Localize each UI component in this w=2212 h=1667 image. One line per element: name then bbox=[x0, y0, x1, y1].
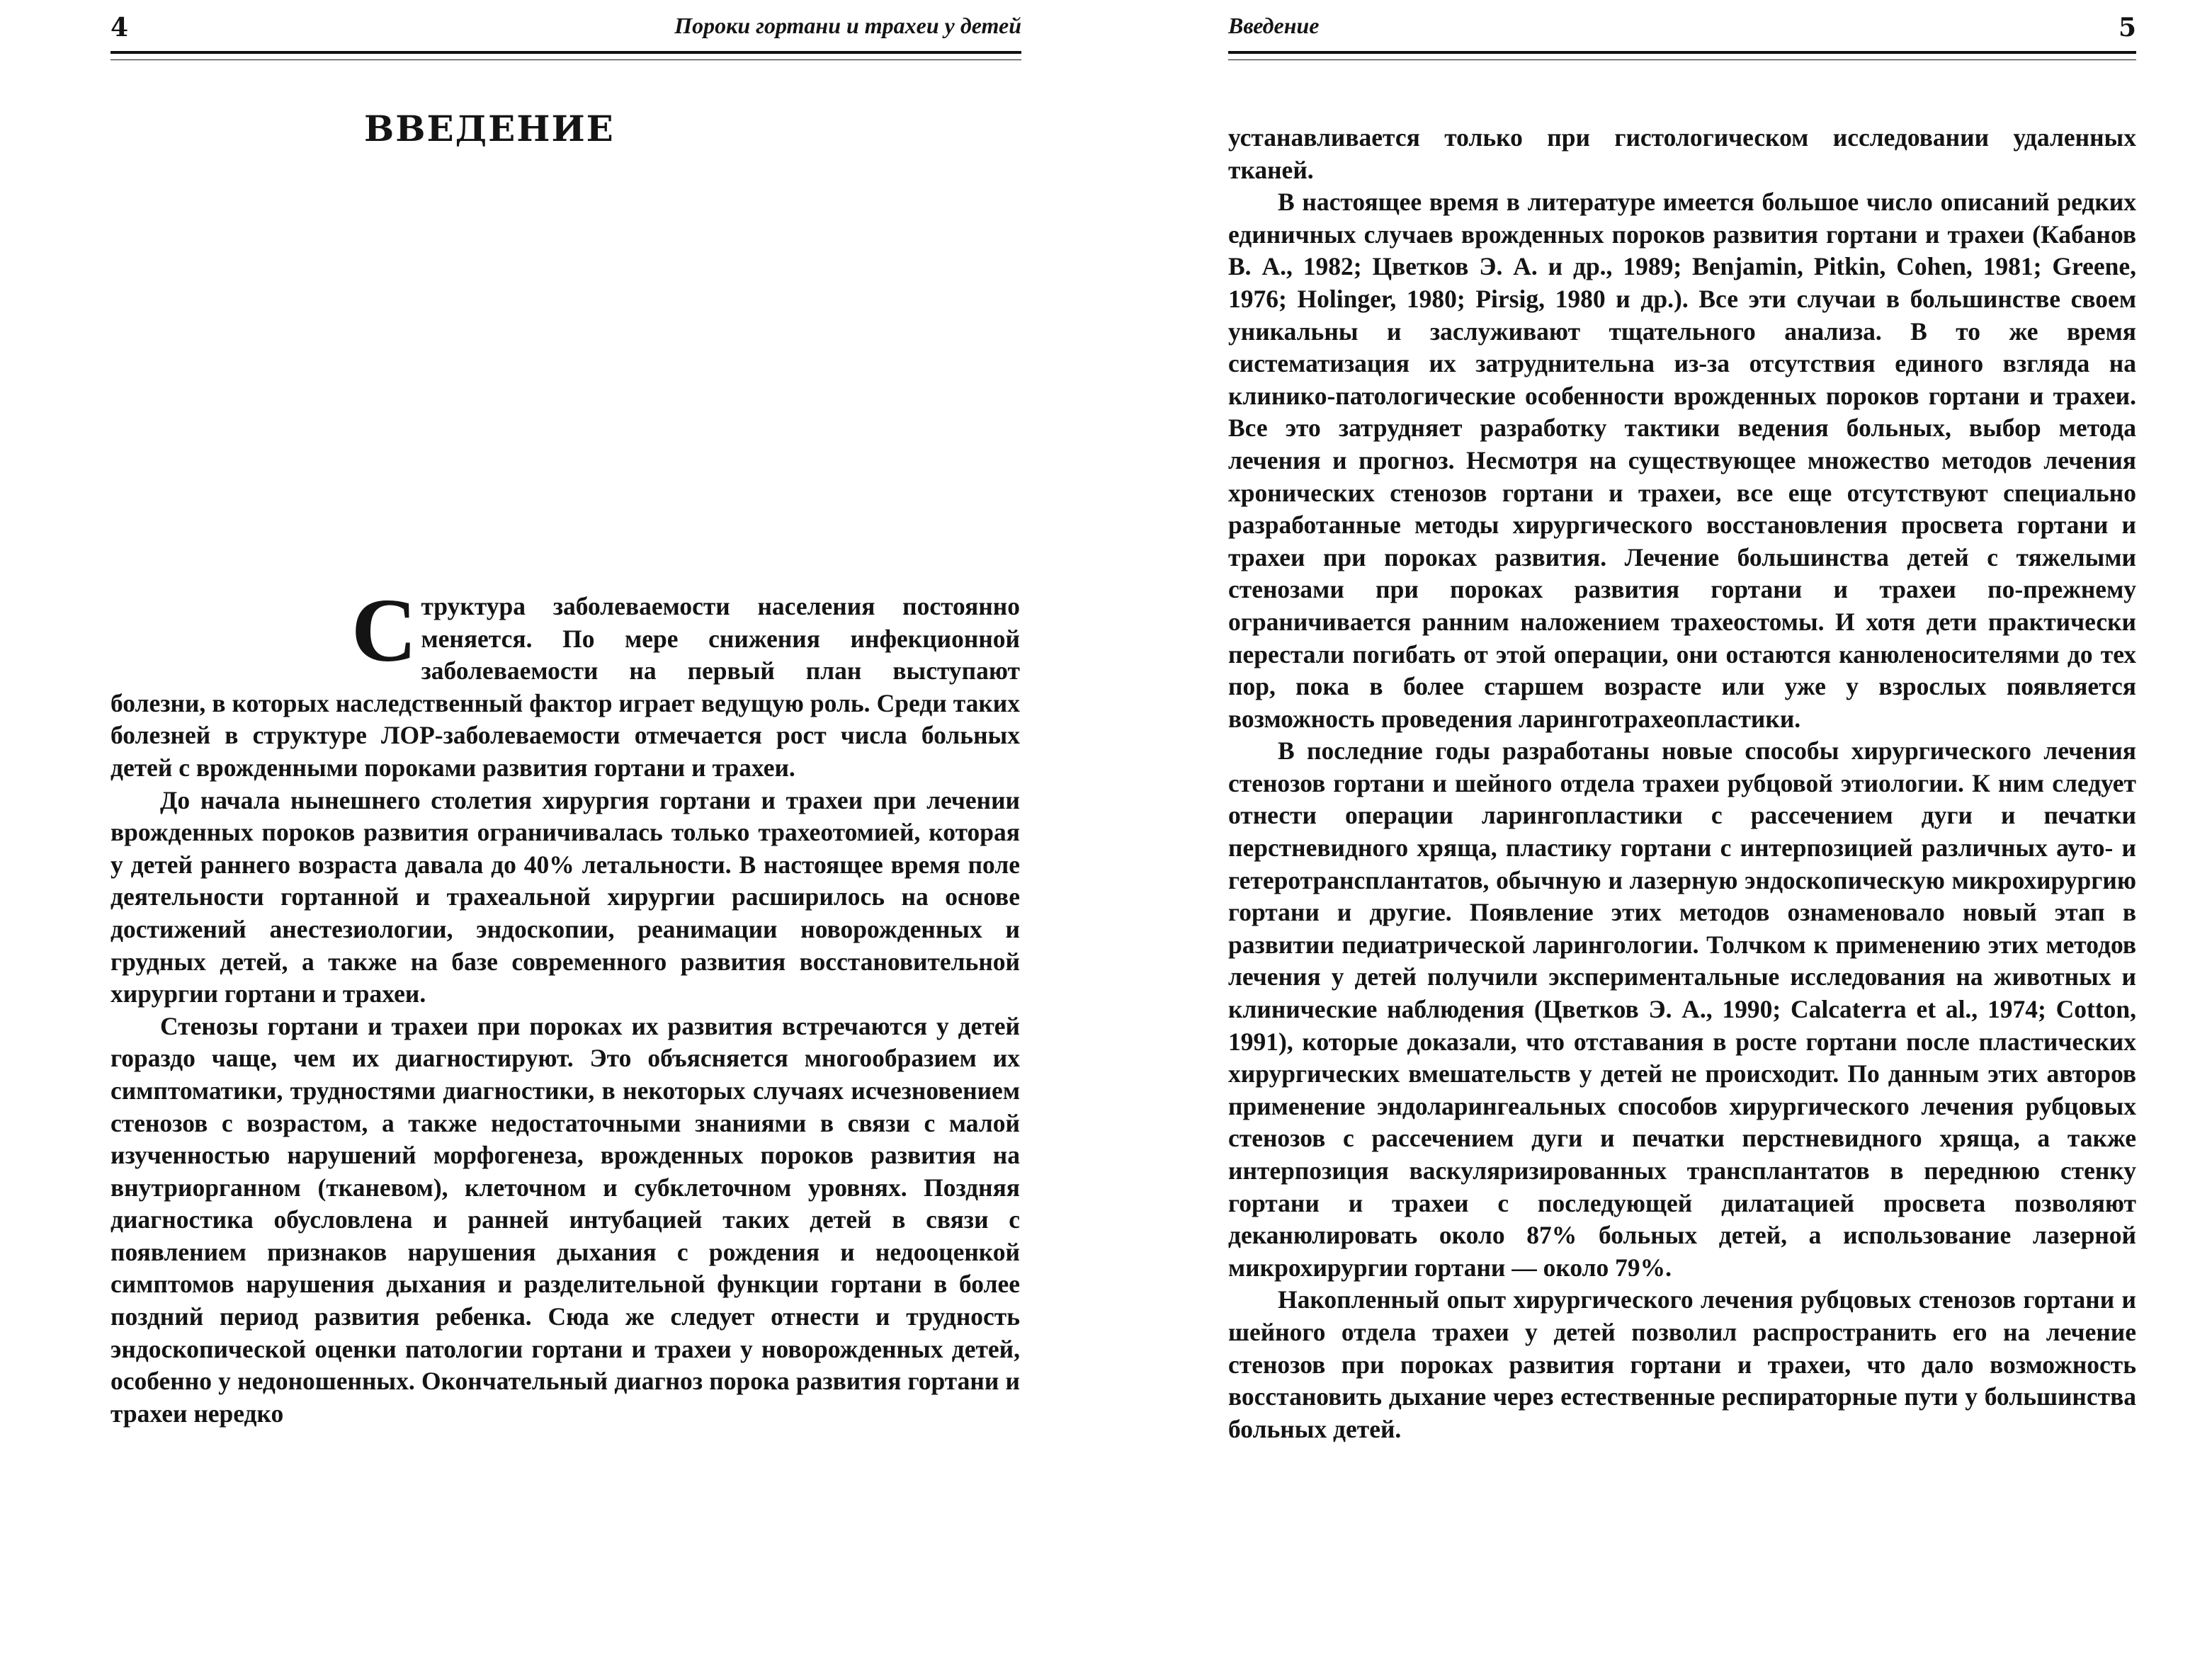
right-running-title: Введение bbox=[1228, 13, 1320, 38]
left-body-text bbox=[110, 580, 1020, 1430]
right-header-rule bbox=[1228, 51, 2136, 60]
left-paragraph-1 bbox=[110, 580, 1020, 785]
chapter-title: ВВЕДЕНИЕ bbox=[364, 108, 615, 149]
left-paragraph-3: Стенозы гортани и трахеи при пороках их развития встречаются у детей гораздо чаще, чем их диагностируют. Это объясняется многообразием их симптоматики, трудностями диагностики, в некоторых случаях исчезновением стенозов с возрастом, а также недостаточными знаниями в связи с малой изученностью нарушений морфогенеза, врожденных пороков развития на внутриорганном (тканевом), клеточном и субклеточном уровнях. Поздняя диагностика обусловлена и ранней интубацией таких детей в связи с появлением признаков нарушения дыхания с рождения и недооценкой симптомов нарушения дыхания и разделительной функции гортани в более поздний период развития ребенка. Сюда же следует отнести и трудность эндоскопической оценки патологии гортани и трахеи у новорожденных детей, особенно у недоношенных. Окончательный диагноз порока развития гортани и трахеи нередко bbox=[110, 1011, 1020, 1428]
right-body-text bbox=[1228, 122, 2136, 1445]
left-header-rule bbox=[110, 51, 1021, 60]
right-page bbox=[1106, 0, 2212, 1667]
right-page-header bbox=[1228, 13, 2136, 55]
right-page-number: 5 bbox=[2118, 13, 2136, 42]
right-paragraph-1: устанавливается только при гистологическом исследовании удаленных тканей. bbox=[1228, 123, 2136, 184]
drop-cap: С bbox=[351, 580, 417, 681]
left-running-title: Пороки гортани и трахеи у детей bbox=[674, 13, 1021, 38]
right-paragraph-2: В настоящее время в литературе имеется большое число описаний редких единичных случаев врожденных пороков развития гортани и трахеи (Кабанов В. А., 1982; Цветков Э. А. и др., 1989; Benjamin, Pitkin, Cohen, 1981; Greene, 1976; Holinger, 1980; Pirsig, 1980 и др.). Все эти случаи в большинстве своем уникальны и заслуживают тщательного анализа. В то же время систематизация их затруднительна из-за отсутствия единого взгляда на клинико-патологические особенности врожденных пороков гортани и трахеи. Все это затрудняет разработку тактики ведения больных, выбор метода лечения и прогноз. Несмотря на существующее множество методов лечения хронических стенозов гортани и трахеи, все еще отсутствуют специально разработанные методы хирургического восстановления просвета гортани и трахеи при пороках развития. Лечение большинства детей с тяжелыми стенозами при пороках развития гортани и трахеи по-прежнему ограничивается ранним наложением трахеостомы. И хотя дети практически перестали погибать от этой операции, они остаются канюленосителями до тех пор, пока в более старшем возрасте или уже у взрослых появляется возможность проведения ларинготрахеопластики. bbox=[1228, 188, 2136, 733]
left-page-number: 4 bbox=[110, 13, 129, 42]
right-paragraph-4: Накопленный опыт хирургического лечения рубцовых стенозов гортани и шейного отдела трахеи у детей позволил распространить его на лечение стенозов при пороках развития гортани и трахеи, что дало возможность восстановить дыхание через естественные респираторные пути у большинства больных детей. bbox=[1228, 1285, 2136, 1443]
right-paragraph-3: В последние годы разработаны новые способы хирургического лечения стенозов гортани и шейного отдела трахеи рубцовой этиологии. К ним следует отнести операции ларингопластики с рассечением дуги и печатки перстневидного хряща, пластику гортани с интерпозицией различных ауто- и гетеротрансплантатов, обычную и лазерную эндоскопическую микрохирургию гортани и другие. Появление этих методов ознаменовало новый этап в развитии педиатрической ларингологии. Толчком к применению этих методов лечения у детей получили экспериментальные исследования на животных и клинические наблюдения (Цветков Э. А., 1990; Calcaterra et al., 1974; Cotton, 1991), которые доказали, что отставания в росте гортани после пластических хирургических вмешательств у детей не происходит. По данным этих авторов применение эндоларингеальных способов хирургического лечения рубцовых стенозов с рассечением дуги и печатки перстневидного хряща, а также интерпозиция васкуляризированных трансплантатов в переднюю стенку гортани и трахеи с последующей дилатацией просвета позволяют деканюлировать около 87% больных детей, а использование лазерной микрохирургии гортани — около 79%. bbox=[1228, 736, 2136, 1282]
left-page-header bbox=[110, 13, 1021, 55]
left-paragraph-2: До начала нынешнего столетия хирургия гортани и трахеи при лечении врожденных пороков развития ограничивалась только трахеотомией, которая у детей раннего возраста давала до 40% летальности. В настоящее время поле деятельности гортанной и трахеальной хирургии расширилось на основе достижений анестезиологии, эндоскопии, реанимации новорожденных и грудных детей, а также на базе современного развития восстановительной хирургии гортани и трахеи. bbox=[110, 785, 1020, 1008]
left-paragraph-1-text: труктура заболеваемости населения постоянно меняется. По мере снижения инфекционной заболеваемости на первый план выступают болезни, в которых наследственный фактор играет ведущую роль. Среди таких болезней в структуре ЛОР-заболеваемости отмечается рост числа больных детей с врожденными пороками развития гортани и трахеи. bbox=[110, 592, 1020, 782]
